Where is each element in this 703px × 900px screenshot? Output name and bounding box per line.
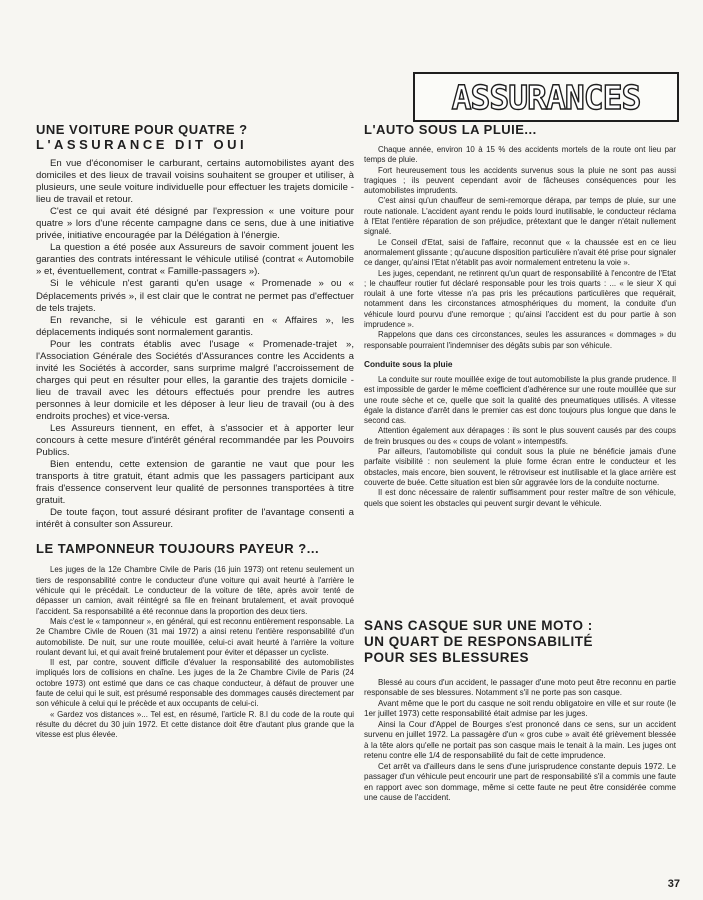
- paragraph: Rappelons que dans ces circonstances, seules les assurances « dommages » du responsable pourraient l'indemniser des dégâts subis par son véhicule.: [364, 330, 676, 350]
- paragraph: C'est ce qui avait été désigné par l'expression « une voiture pour quatre » lors d'une récente campagne dans ce sens, due à une initiative privée, initiative encouragée par la Délégation à l'énergie.: [36, 206, 354, 242]
- left-column: [36, 122, 354, 741]
- section-title: ASSURANCES: [451, 77, 641, 117]
- article-title: [36, 122, 354, 152]
- paragraph: Le Conseil d'Etat, saisi de l'affaire, reconnut que « la chaussée est en ce lieu anormalement glissante ; qu'aucune disposition particulière n'avait été prise pour signaler ce danger, qu'ainsi l'Etat n'établit pas avoir normalement entretenu la voie ».: [364, 237, 676, 268]
- right-column: [364, 122, 676, 509]
- article-voiture-pour-quatre: [36, 122, 354, 531]
- paragraph: Ainsi la Cour d'Appel de Bourges s'est prononcé dans ce sens, sur un accident survenu en juillet 1972. La passagère d'un « gros cube » avait été grièvement blessée à la tête alors qu'elle ne portait pas son casque mais le tenait à la main. Les juges ont retenu contre elle 1/4 de responsabilité du fait de cette imprudence.: [364, 719, 676, 761]
- paragraph: En vue d'économiser le carburant, certains automobilistes ayant des domiciles et des lieux de travail voisins souhaitent se grouper et utiliser, à plusieurs, une seule voiture individuelle pour effectuer les trajets domicile - lieu de travail et retour.: [36, 158, 354, 206]
- subheading: Conduite sous la pluie: [364, 358, 453, 369]
- article-sans-casque: [364, 618, 676, 803]
- article-title-line: SANS CASQUE SUR UNE MOTO :: [364, 618, 593, 633]
- article-title-line: L'ASSURANCE DIT OUI: [36, 137, 248, 152]
- paragraph: Avant même que le port du casque ne soit rendu obligatoire en ville et sur route (le 1er juillet 1973) cette responsabilité était admise par les juges.: [364, 698, 676, 719]
- paragraph: Les juges de la 12e Chambre Civile de Paris (16 juin 1973) ont retenu seulement un tiers de responsabilité contre le conducteur d'une voiture qui avait heurté à l'arrière le véhicule qui le précédait. Le conducteur de la voiture de tête, après avoir tenté de dépasser un camion, avait réintégré sa file en freinant brutalement, et avait provoqué l'accident. Sa responsabilité a été reconnue dans la proportion des deux tiers.: [36, 565, 354, 616]
- right-column-lower: [364, 618, 676, 803]
- article-title: [364, 618, 676, 666]
- paragraph: Il est donc nécessaire de ralentir suffisamment pour rester maître de son véhicule, quels que soient les obstacles qui peuvent surgir devant le véhicule.: [364, 488, 676, 508]
- article-auto-sous-la-pluie: [364, 122, 676, 509]
- paragraph: Les juges, cependant, ne retinrent qu'un quart de responsabilité à l'encontre de l'Etat ; le chauffeur routier fut déclaré responsable pour les trois quarts : ... « le sieur X qui roulait à une forte vitesse n'a pas pris les précautions particulières que requérait, notamment dans les circonstances atmosphériques du moment, la conduite d'un véhicule lourd pourvu d'une remorque ; qu'ainsi l'accident est du pour partie à son imprudence ».: [364, 268, 676, 330]
- paragraph: Cet arrêt va d'ailleurs dans le sens d'une jurisprudence constante depuis 1972. Le passager d'un véhicule peut encourir une part de responsabilité s'il a commis une faute en rapport avec son dommage, même si cette faute ne peut être considérée comme une cause de l'accident.: [364, 761, 676, 802]
- paragraph: C'est ainsi qu'un chauffeur de semi-remorque dérapa, par temps de pluie, sur une route nationale. L'accident ayant rendu le poids lourd inutilisable, le conducteur réclama à l'Etat l'entière réparation de son préjudice, prétextant que le danger n'était nullement signalé.: [364, 196, 676, 237]
- paragraph: « Gardez vos distances »... Tel est, en résumé, l'article R. 8.I du code de la route qui résulte du décret du 30 juin 1972. Et cette distance doit être d'autant plus grande que la vitesse est plus élevée.: [36, 709, 354, 740]
- article-tamponneur: [36, 541, 354, 740]
- article-title-line: UNE VOITURE POUR QUATRE ?: [36, 122, 248, 137]
- paragraph: Bien entendu, cette extension de garantie ne vaut que pour les transports à titre gratuit, étant admis que les passagers participant aux frais d'essence conservent leur qualité de personnes transportées à titre gratuit.: [36, 459, 354, 507]
- article-title-line: POUR SES BLESSURES: [364, 650, 530, 665]
- section-banner: [413, 72, 679, 122]
- article-title: L'AUTO SOUS LA PLUIE...: [364, 122, 537, 137]
- page-number: 37: [667, 878, 680, 890]
- paragraph: La question a été posée aux Assureurs de savoir comment jouent les garanties des contrats intéressant le véhicule utilisé (contrat « Automobile » et, éventuellement, contrat « Famille-passagers »).: [36, 242, 354, 278]
- paragraph: En revanche, si le véhicule est garanti en « Affaires », les déplacements indiqués sont normalement garantis.: [36, 314, 354, 338]
- paragraph: Pour les contrats établis avec l'usage « Promenade-trajet », l'Association Générale des Sociétés d'Assurances contre les Accidents a invité les Sociétés à accorder, sans surprime malgré l'accroissement de charges qui peut en résulter pour elles, la garantie des trajets domicile - lieu de travail avec les détours effectués pour prendre les autres personnes à leur domicile et les déposer à leur lieu de travail (ou à des endroits proches) et vice-versa.: [36, 338, 354, 422]
- paragraph: La conduite sur route mouillée exige de tout automobiliste la plus grande prudence. Il est impossible de garder le même coefficient d'adhérence sur une route mouillée que sur une route sèche et ce, quelle que soit la qualité des pneumatiques utilisés. A vitesse égale la distance d'arrêt dans le premier cas est donc toujours plus longue que dans le second cas.: [364, 374, 676, 426]
- paragraph: Mais c'est le « tamponneur », en général, qui est reconnu entièrement responsable. La 2e Chambre Civile de Rouen (31 mai 1972) a ainsi retenu l'entière responsabilité d'un automobiliste. De nuit, sur une route mouillée, celui-ci avait heurté à l'arrière la voiture roulant devant lui, et qui avait freiné brutalement pour éviter et dépasser un cycliste.: [36, 616, 354, 657]
- article-title: LE TAMPONNEUR TOUJOURS PAYEUR ?...: [36, 541, 320, 557]
- paragraph: Fort heureusement tous les accidents survenus sous la pluie ne sont pas aussi tragiques ; ils peuvent cependant avoir de fâcheuses conséquences pour les automobilistes imprudents.: [364, 165, 676, 196]
- paragraph: Il est, par contre, souvent difficile d'évaluer la responsabilité des automobilistes impliqués lors de collisions en chaîne. Les juges de la 2e Chambre Civile de Paris (24 octobre 1973) ont estimé que dans ce cas chaque conducteur, à défaut de prouver une faute de celui qui le suit, est présumé responsable des dommages causés directement par son véhicule à celui qui le précède et aux occupants de celui-ci.: [36, 658, 354, 709]
- article-title-line: UN QUART DE RESPONSABILITÉ: [364, 634, 594, 649]
- paragraph: Attention également aux dérapages : ils sont le plus souvent causés par des coups de frein brusques ou des « coups de volant » intempestifs.: [364, 426, 676, 446]
- paragraph: Blessé au cours d'un accident, le passager d'une moto peut être reconnu en partie responsable de ses blessures. Notamment s'il ne porte pas son casque.: [364, 678, 676, 698]
- paragraph: Chaque année, environ 10 à 15 % des accidents mortels de la route ont lieu par temps de pluie.: [364, 145, 676, 165]
- paragraph: Par ailleurs, l'automobiliste qui conduit sous la pluie ne bénéficie jamais d'une parfaite visibilité : non seulement la pluie forme écran entre le conducteur et les obstacles, mais encore, bien souvent, le rétroviseur est inutilisable et la glace arrière est couverte de buée. Cette situation est bien sûr aggravée lors de la conduite nocturne.: [364, 447, 676, 487]
- paragraph: Si le véhicule n'est garanti qu'en usage « Promenade » ou « Déplacements privés », il est clair que le contrat ne permet pas d'effectuer de tels trajets.: [36, 278, 354, 314]
- paragraph: De toute façon, tout assuré désirant profiter de l'avantage consenti a intérêt à consulter son Assureur.: [36, 507, 354, 531]
- paragraph: Les Assureurs tiennent, en effet, à s'associer et à apporter leur concours à cette mesure d'intérêt général recommandée par les Pouvoirs Publics.: [36, 423, 354, 459]
